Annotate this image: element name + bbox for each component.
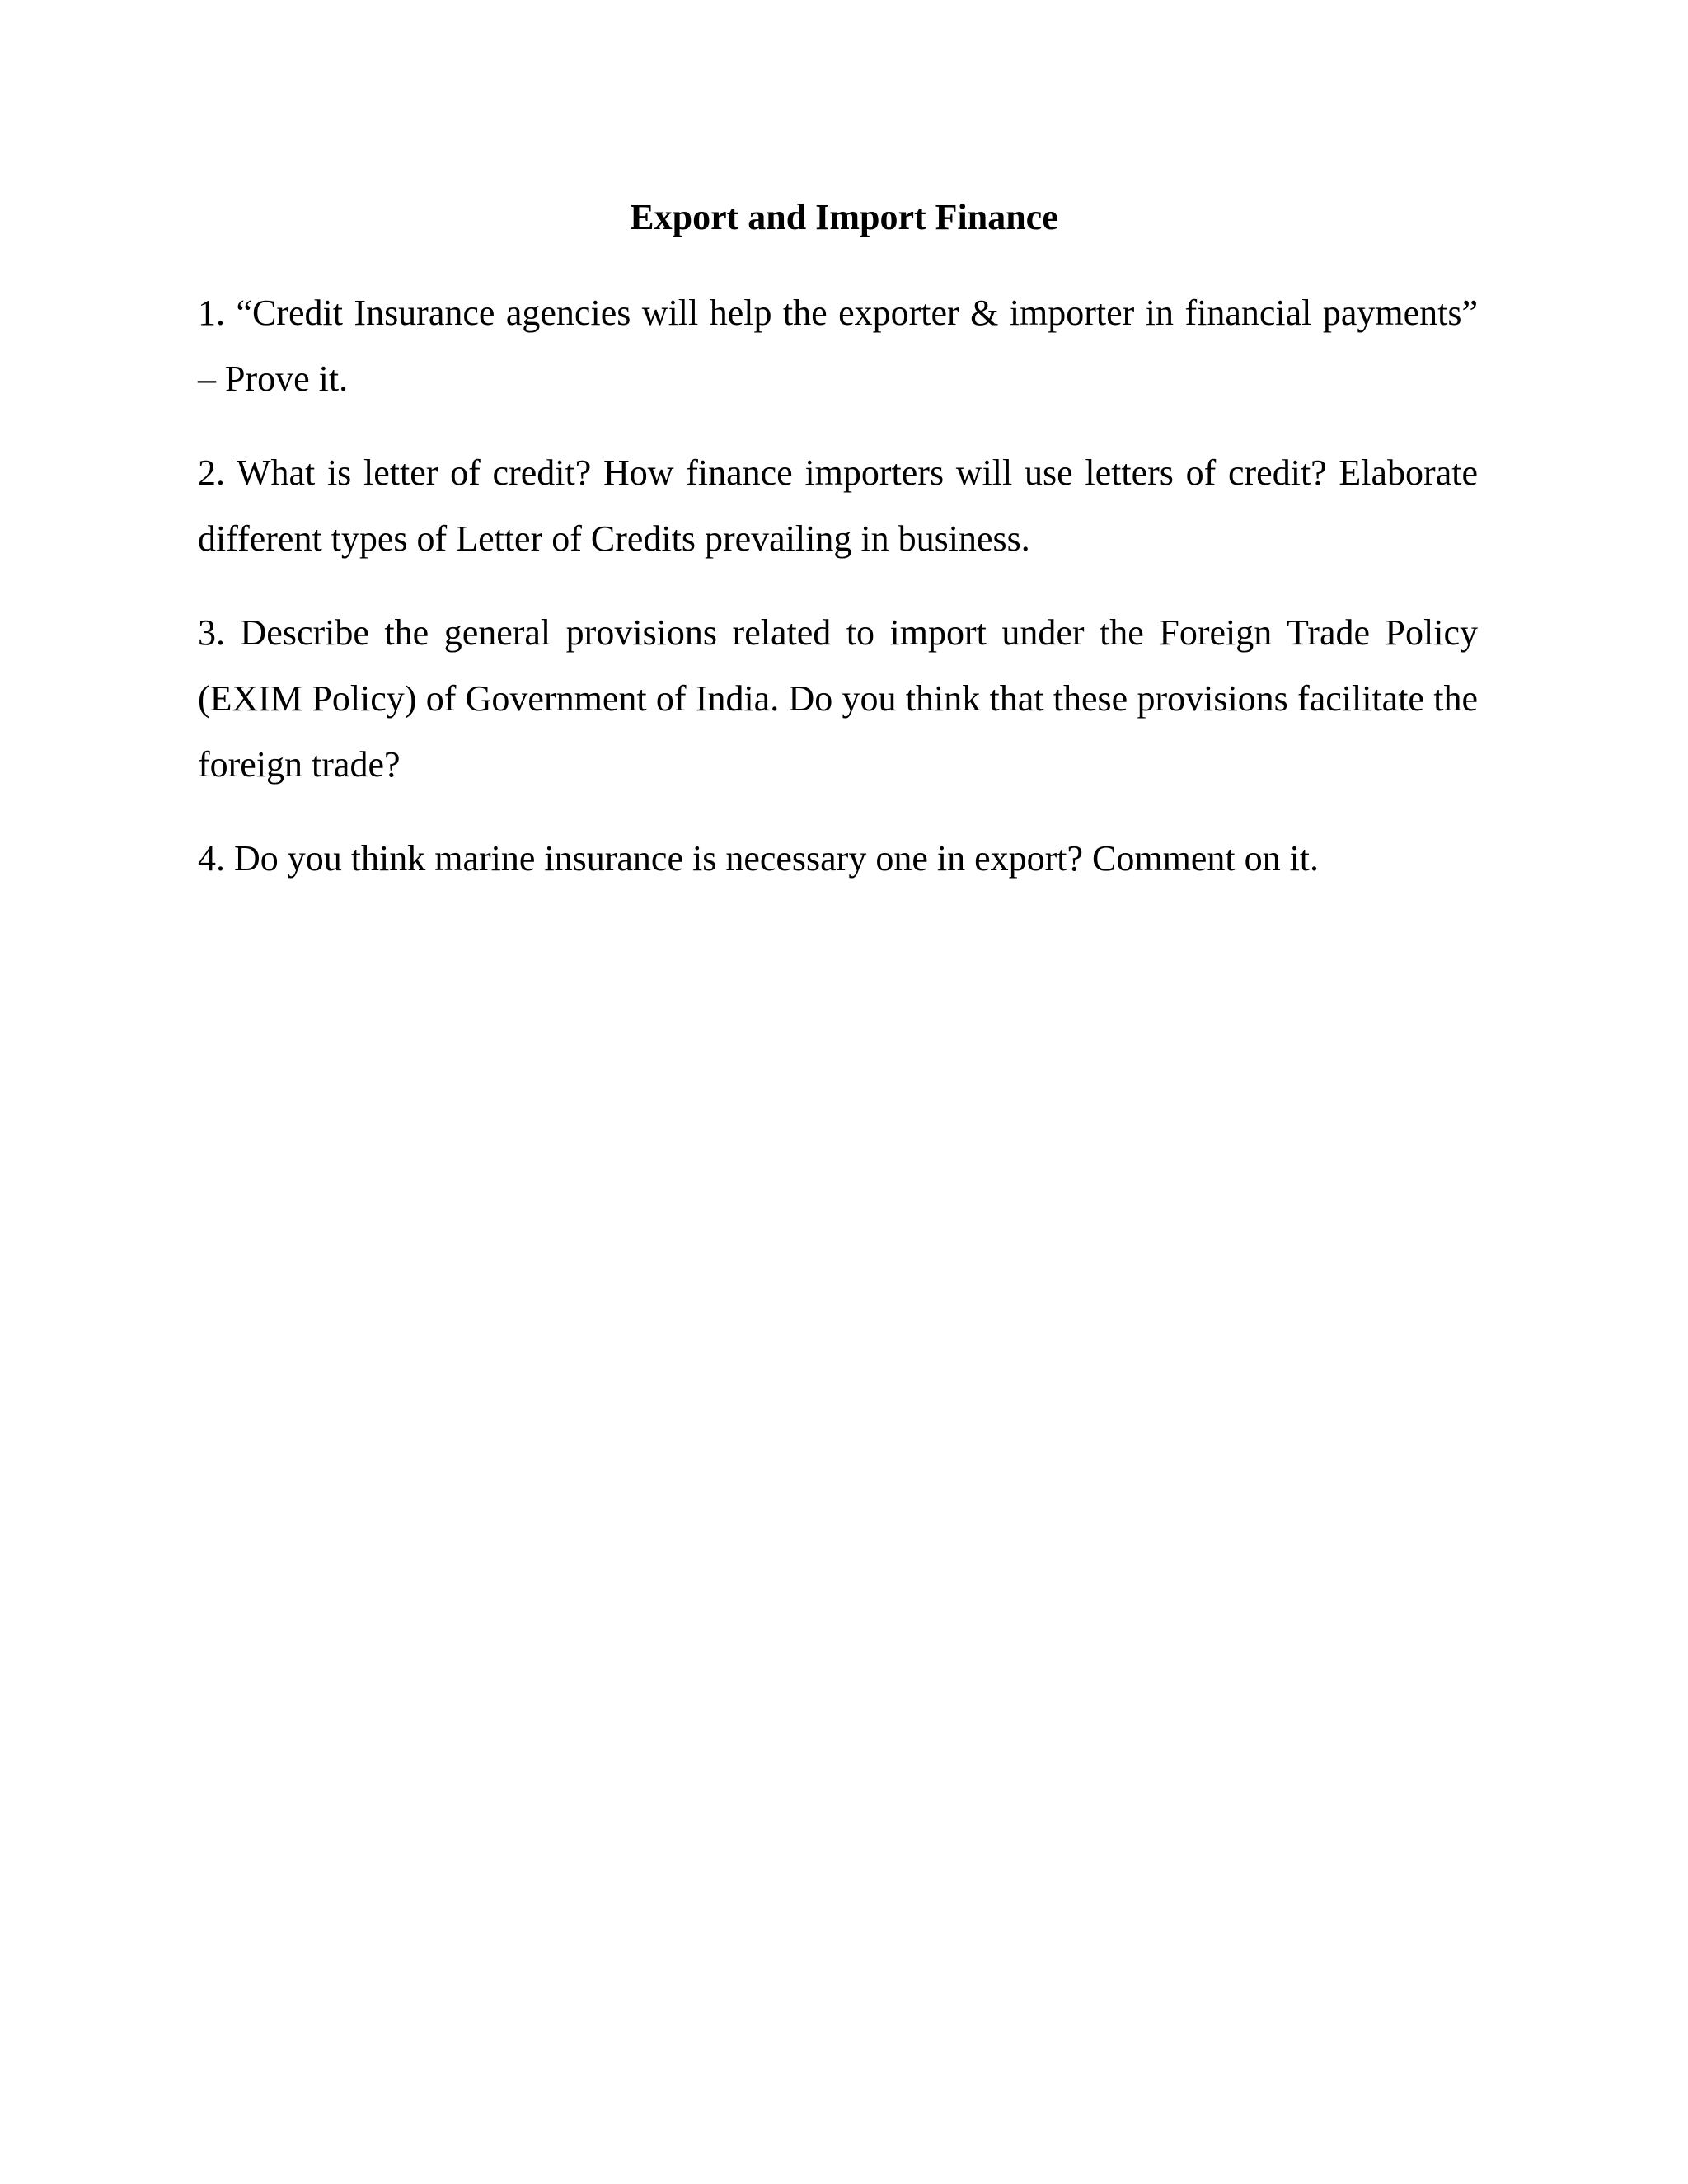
question-list — [198, 280, 1478, 920]
question-4: 4. Do you think marine insurance is necessary one in export? Comment on it. — [198, 838, 1320, 879]
question-1: 1. “Credit Insurance agencies will help the exporter & importer in financial payments” – Prove it. — [198, 293, 1478, 399]
document-title: Export and Import Finance — [630, 197, 1058, 237]
question-2: 2. What is letter of credit? How finance importers will use letters of credit? Elaborate different types of Letter of Credits prevailing in business. — [198, 452, 1478, 559]
question-3: 3. Describe the general provisions related to import under the Foreign Trade Policy (EXIM Policy) of Government of India. Do you think that these provisions facilitate the foreign trade? — [198, 612, 1478, 785]
